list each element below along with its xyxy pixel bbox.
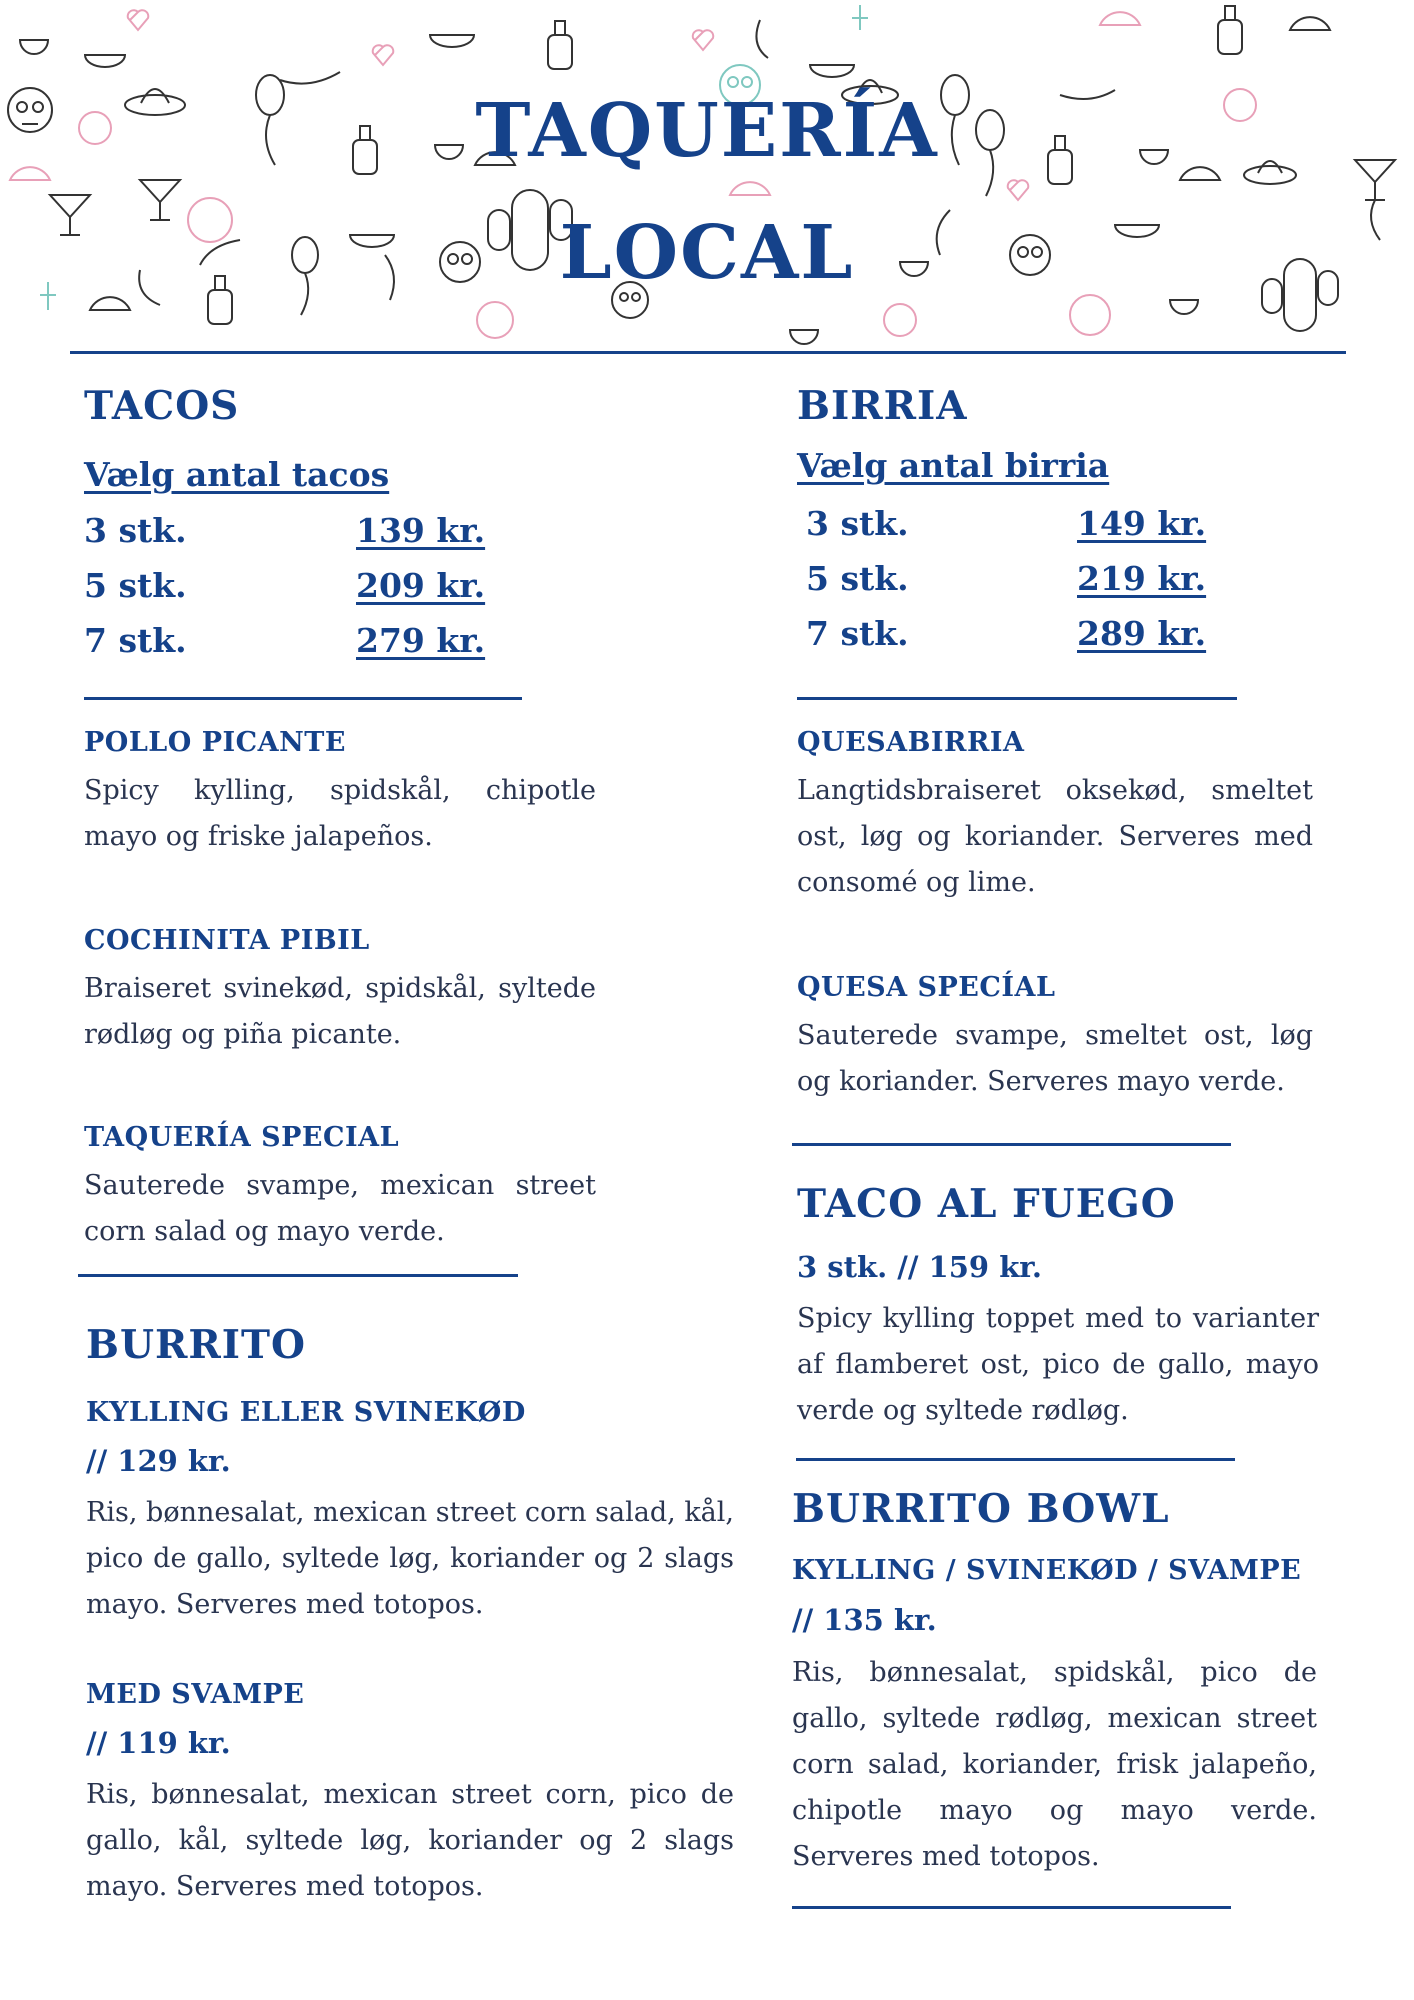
section-divider (792, 1906, 1231, 1909)
section-heading-tacos: TACOS (84, 383, 240, 429)
cactus-icon (852, 5, 868, 30)
taco-al-fuego-price: 3 stk. // 159 kr. (797, 1250, 1042, 1284)
tacos-price-row (84, 621, 504, 665)
birria-price: 149 kr. (1077, 504, 1207, 543)
burrito-bowl-options: KYLLING / SVINEKØD / SVAMPE (792, 1555, 1302, 1586)
heart-icon (1008, 180, 1029, 200)
tacos-price-row (84, 511, 504, 555)
tacos-price: 279 kr. (356, 621, 486, 660)
restaurant-title-line2: LOCAL (559, 210, 855, 296)
lime-icon (1070, 295, 1110, 335)
section-heading-burrito: BURRITO (86, 1322, 307, 1368)
menu-item-name: POLLO PICANTE (84, 727, 346, 758)
tacos-qty: 5 stk. (84, 566, 187, 605)
bottle-icon (548, 21, 572, 69)
birria-price-row (806, 614, 1226, 658)
birria-price: 219 kr. (1077, 559, 1207, 598)
birria-price: 289 kr. (1077, 614, 1207, 653)
menu-item-name: QUESA SPECÍAL (797, 972, 1056, 1003)
taco-icon (90, 297, 130, 310)
tacos-qty: 7 stk. (84, 621, 187, 660)
menu-item-description: Ris, bønnesalat, mexican street corn, pico de gallo, kål, syltede løg, koriander og 2 slags mayo. Serveres med totopos. (86, 1779, 734, 1902)
section-divider (796, 1458, 1235, 1461)
section-divider (84, 697, 522, 700)
section-heading-burrito-bowl: BURRITO BOWL (792, 1486, 1170, 1532)
skull-icon (884, 304, 916, 336)
section-divider (78, 1274, 518, 1277)
heart-icon (373, 45, 394, 65)
menu-item-description: Ris, bønnesalat, spidskål, pico de gallo, syltede rødløg, mexican street corn salad, koriander, frisk jalapeño, chipotle mayo og mayo verde. Serveres med totopos. (792, 1657, 1317, 1872)
menu-item-description: Langtidsbraiseret oksekød, smeltet ost, løg og koriander. Serveres med consomé og lime. (797, 775, 1313, 898)
menu-item-price: // 129 kr. (86, 1444, 231, 1478)
section-heading-taco-al-fuego: TACO AL FUEGO (797, 1181, 1176, 1227)
menu-item-name: KYLLING ELLER SVINEKØD (86, 1397, 526, 1428)
tacos-price: 139 kr. (356, 511, 486, 550)
menu-item-name: QUESABIRRIA (797, 727, 1025, 758)
lime-icon (477, 302, 513, 338)
burrito-bowl-price: // 135 kr. (792, 1603, 937, 1637)
taco-icon (1290, 17, 1330, 30)
header-doodle-pattern (0, 0, 1414, 360)
menu-item-name: COCHINITA PIBIL (84, 925, 370, 956)
tacos-choose-label: Vælg antal tacos (84, 455, 390, 494)
taco-icon (1100, 12, 1140, 25)
menu-item-description: Spicy kylling, spidskål, chipotle mayo og friske jalapeños. (84, 775, 596, 852)
menu-item-description: Braiseret svinekød, spidskål, syltede rødløg og piña picante. (84, 973, 596, 1050)
birria-qty: 5 stk. (806, 559, 909, 598)
bottle-icon (1218, 6, 1242, 54)
menu-item-description: Ris, bønnesalat, mexican street corn salad, kål, pico de gallo, syltede løg, koriander og 2 slags mayo. Serveres med totopos. (86, 1497, 734, 1620)
birria-qty: 3 stk. (806, 504, 909, 543)
menu-item-description: Sauterede svampe, mexican street corn salad og mayo verde. (84, 1170, 596, 1247)
heart-icon (128, 10, 149, 30)
birria-choose-label: Vælg antal birria (797, 446, 1110, 485)
birria-qty: 7 stk. (806, 614, 909, 653)
birria-price-row (806, 559, 1226, 603)
restaurant-title-line1: TAQUERÍA (475, 88, 939, 174)
header-divider (70, 351, 1346, 354)
lime-icon (20, 40, 1198, 344)
menu-item-description: Spicy kylling toppet med to varianter af flamberet ost, pico de gallo, mayo verde og syltede rødløg. (797, 1303, 1319, 1426)
tacos-price-row (84, 566, 504, 610)
menu-item-name: TAQUERÍA SPECIAL (84, 1122, 400, 1153)
heart-icon (693, 30, 714, 50)
section-divider (797, 697, 1237, 700)
tacos-price: 209 kr. (356, 566, 486, 605)
tacos-qty: 3 stk. (84, 511, 187, 550)
birria-price-row (806, 504, 1226, 548)
section-divider (792, 1143, 1231, 1146)
menu-item-price: // 119 kr. (86, 1726, 231, 1760)
section-heading-birria: BIRRIA (797, 383, 968, 429)
taco-icon (730, 182, 770, 195)
menu-item-description: Sauterede svampe, smeltet ost, løg og koriander. Serveres mayo verde. (797, 1020, 1313, 1097)
menu-item-name: MED SVAMPE (86, 1679, 305, 1710)
